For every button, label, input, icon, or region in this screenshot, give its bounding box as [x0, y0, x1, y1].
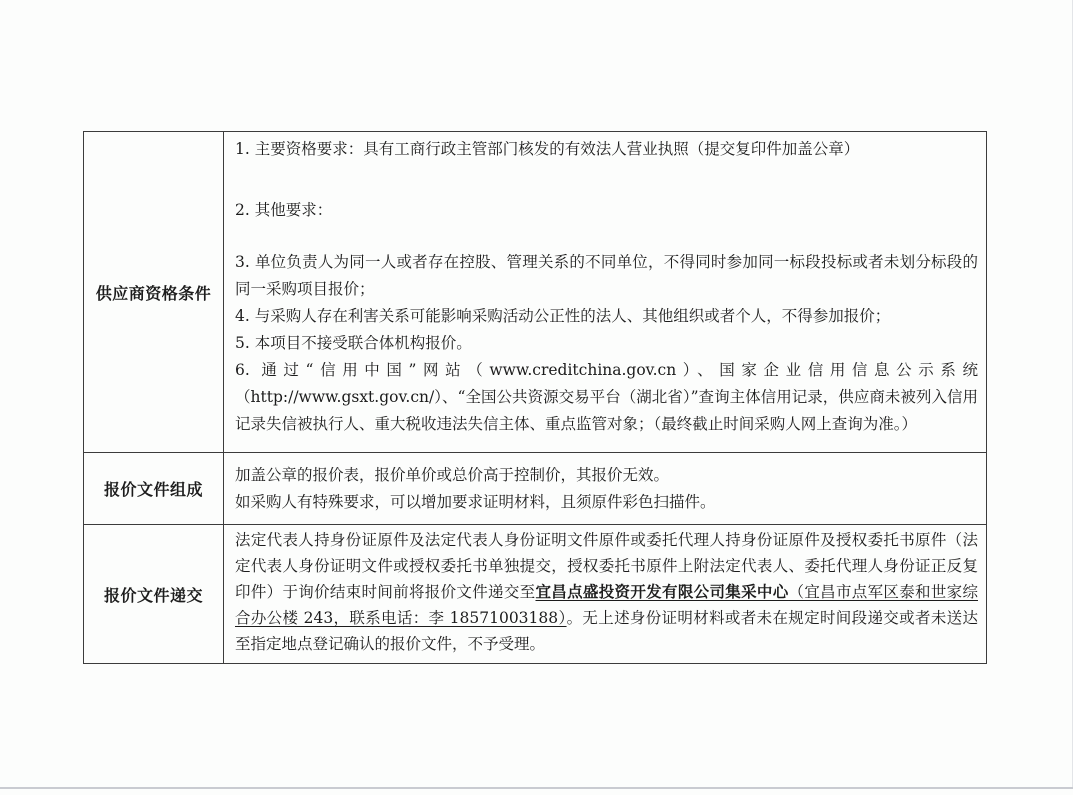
table-row-quotation-submission — [84, 525, 987, 664]
submission-paragraph — [235, 527, 978, 657]
table-row-quotation-composition — [84, 453, 987, 525]
row-label-quotation-composition: 报价文件组成 — [84, 453, 224, 525]
table-row-supplier-qualification — [84, 132, 987, 453]
submission-text-suffix: 。无上述身份证明材料或者未在规定时间段递交或者未送达至指定地点登记确认的报价文件，不予受理。 — [235, 609, 978, 653]
qualification-item-6: 6. 通过“信用中国”网站（www.creditchina.gov.cn）、国家企业信用信息公示系统（http://www.gsxt.gov.cn/）、“全国公共资源交易平台（湖北省）”查询主体信用记录，供应商未被列入信用记录失信被执行人、重大税收违法失信主体、重点监管对象；（最终截止时间采购人网上查询为准。） — [235, 361, 978, 433]
row-label-supplier-qualification: 供应商资格条件 — [84, 132, 224, 453]
composition-line-2: 如采购人有特殊要求，可以增加要求证明材料，且须原件彩色扫描件。 — [235, 492, 716, 511]
qualification-item-2: 2. 其他要求： — [235, 201, 333, 219]
row-label-quotation-submission: 报价文件递交 — [84, 525, 224, 664]
qualification-item-3: 3. 单位负责人为同一人或者存在控股、管理关系的不同单位，不得同时参加同一标段投标或者未划分标段的同一采购项目报价； — [235, 253, 978, 298]
quotation-composition-content — [224, 453, 987, 525]
qualification-item-5: 5. 本项目不接受联合体机构报价。 — [235, 334, 472, 352]
submission-org-name: 宜昌点盛投资开发有限公司集采中心 — [535, 582, 789, 601]
submission-text-prefix: 法定代表人持身份证原件及法定代表人身份证明文件原件或委托代理人持身份证原件及授权委托书原件（法定代表人身份证明文件或授权委托书单独提交，授权委托书原件上附法定代表人、委托代理人身份证正反复印件）于询价结束时间前将报价文件递交至 — [235, 531, 978, 601]
quotation-submission-content — [224, 525, 987, 664]
procurement-notice-table — [83, 131, 987, 664]
scan-bottom-edge — [0, 787, 1073, 789]
qualification-item-4: 4. 与采购人存在利害关系可能影响采购活动公正性的法人、其他组织或者个人，不得参加报价； — [235, 307, 891, 325]
submission-address: （宜昌市点军区泰和世家综合办公楼 243，联系电话：李 18571003188） — [235, 583, 978, 627]
supplier-qualification-content — [224, 132, 987, 453]
qualification-item-1: 1. 主要资格要求：具有工商行政主管部门核发的有效法人营业执照（提交复印件加盖公章） — [235, 140, 860, 158]
composition-line-1: 加盖公章的报价表，报价单价或总价高于控制价，其报价无效。 — [235, 465, 670, 484]
